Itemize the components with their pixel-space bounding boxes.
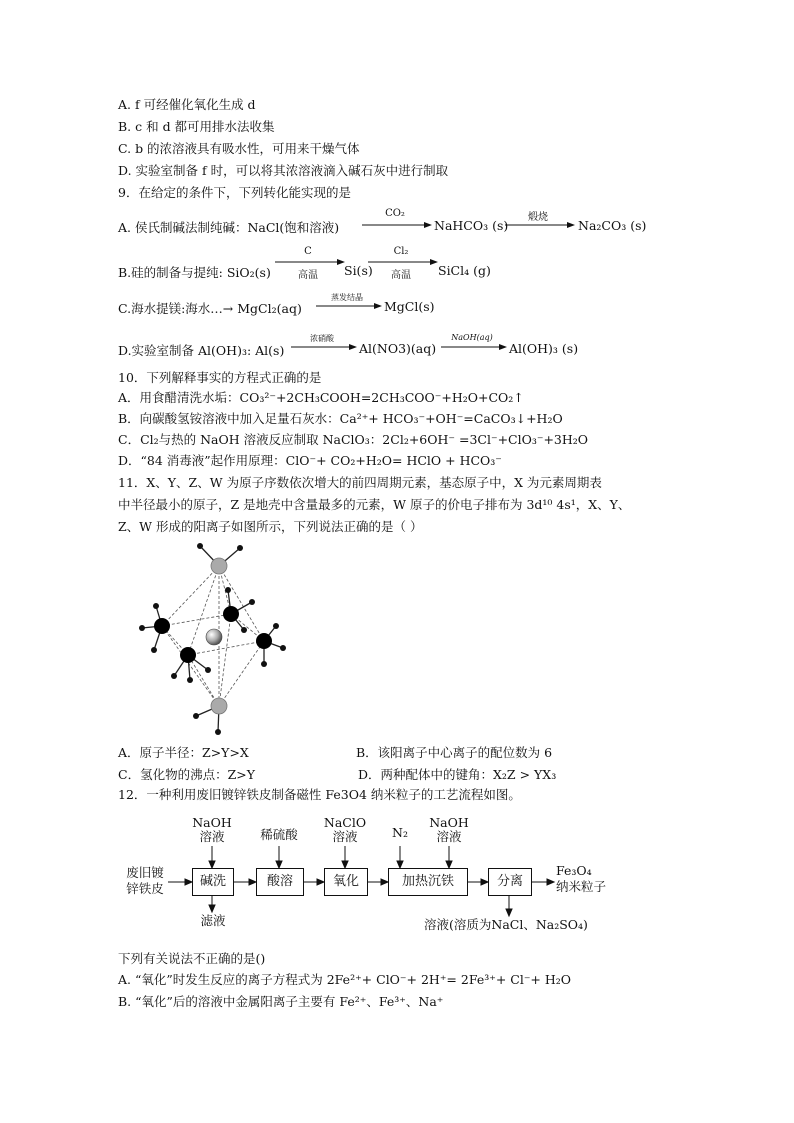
q9-b-arrow1-top: C xyxy=(304,246,312,257)
flow-product-label: 纳米粒子 xyxy=(556,879,607,894)
q9-a-arrow1-label: CO₂ xyxy=(385,208,405,219)
q9-c-arrow-label: 蒸发结晶 xyxy=(331,293,363,302)
q11-option-c: C．氢化物的沸点：Z>Y xyxy=(118,767,255,782)
flow-step-acid-dissolve: 酸溶 xyxy=(256,868,304,896)
q10-option-c: C．Cl₂与热的 NaOH 溶液反应制取 NaClO₃：2Cl₂+6OH⁻ =3Cl⁻+ClO₃⁻+3H₂O xyxy=(118,432,589,447)
q9-b-arrow2-bottom: 高温 xyxy=(391,270,411,281)
q10-option-d: D．“84 消毒液”起作用原理：ClO⁻+ CO₂+H₂O= HClO + HCO₃⁻ xyxy=(118,453,502,468)
reagent-naclo-formula: NaClO xyxy=(323,815,367,830)
q9-d-mid: Al(NO3)(aq) xyxy=(359,341,437,356)
q9-c-prefix: C.海水提镁:海水…→ MgCl₂(aq) xyxy=(118,301,302,316)
q11-stem-line2: 中半径最小的原子，Z 是地壳中含量最多的元素，W 原子的价电子排布为 3d¹⁰ 4s¹，X、Y、 xyxy=(118,497,631,512)
reagent-naoh-1-formula: NaOH xyxy=(192,815,232,830)
q9-c-end: MgCl(s) xyxy=(384,299,435,314)
q9-b-arrow2-top: Cl₂ xyxy=(393,246,409,257)
q9-stem: 9．在给定的条件下，下列转化能实现的是 xyxy=(118,185,351,200)
reagent-naoh-1-label: 溶液 xyxy=(199,829,225,844)
reagent-naoh-2-label: 溶液 xyxy=(436,829,462,844)
q9-a-mid: NaHCO₃ (s) xyxy=(434,218,509,233)
flow-step-heat-precipitate: 加热沉铁 xyxy=(388,868,468,896)
q9-b-arrow1-bottom: 高温 xyxy=(298,270,318,281)
q9-d-end: Al(OH)₃ (s) xyxy=(509,341,579,356)
q8-option-c: C. b 的浓溶液具有吸水性，可用来干燥气体 xyxy=(118,141,360,156)
q10-option-a: A．用食醋清洗水垢：CO₃²⁻+2CH₃COOH=2CH₃COO⁻+H₂O+CO₂↑ xyxy=(118,390,524,405)
q10-option-b: B．向碳酸氢铵溶液中加入足量石灰水：Ca²⁺+ HCO₃⁻+OH⁻=CaCO₃↓+H₂O xyxy=(118,411,563,426)
flow-output-filtrate: 滤液 xyxy=(200,913,226,928)
reagent-naclo-label: 溶液 xyxy=(332,829,358,844)
flow-step-alkali-wash: 碱洗 xyxy=(192,868,234,896)
q12-option-a: A. “氧化”时发生反应的离子方程式为 2Fe²⁺+ ClO⁻+ 2H⁺= 2Fe³⁺+ Cl⁻+ H₂O xyxy=(118,972,572,987)
q8-option-b: B. c 和 d 都可用排水法收集 xyxy=(118,119,275,134)
q9-a-prefix: A. 侯氏制碱法制纯碱：NaCl(饱和溶液) xyxy=(118,220,340,235)
q11-option-b: B．该阳离子中心离子的配位数为 6 xyxy=(356,745,553,760)
q11-option-d: D．两种配体中的键角：X₂Z > YX₃ xyxy=(358,767,557,782)
q9-d-arrow2-label: NaOH(aq) xyxy=(451,333,493,342)
q9-d-prefix: D.实验室制备 Al(OH)₃: Al(s) xyxy=(118,343,285,358)
q9-a-end: Na₂CO₃ (s) xyxy=(578,218,647,233)
q11-stem-line3: Z、W 形成的阳离子如图所示，下列说法正确的是（ ） xyxy=(118,519,423,534)
q8-option-d: D. 实验室制备 f 时，可以将其浓溶液滴入碱石灰中进行制取 xyxy=(118,163,449,178)
reagent-n2: N₂ xyxy=(392,825,408,840)
q12-option-b: B. “氧化”后的溶液中金属阳离子主要有 Fe²⁺、Fe³⁺、Na⁺ xyxy=(118,994,444,1009)
flow-step-separate: 分离 xyxy=(488,868,532,896)
flow-output-solution: 溶液(溶质为NaCl、Na₂SO₄) xyxy=(424,917,588,932)
q10-stem: 10．下列解释事实的方程式正确的是 xyxy=(118,370,322,385)
q9-d-arrow1-label: 浓硝酸 xyxy=(310,334,334,343)
flow-product-formula: Fe₃O₄ xyxy=(556,863,592,878)
q9-b-prefix: B.硅的制备与提纯: SiO₂(s) xyxy=(118,265,271,280)
q11-option-a: A．原子半径：Z>Y>X xyxy=(118,745,249,760)
flow-step-oxidation: 氧化 xyxy=(324,868,368,896)
q11-stem-line1: 11．X、Y、Z、W 为原子序数依次增大的前四周期元素，基态原子中，X 为元素周期表 xyxy=(118,475,602,490)
reagent-dilute-sulfuric-acid: 稀硫酸 xyxy=(260,827,298,842)
q9-a-arrow2-label: 煅烧 xyxy=(528,212,548,223)
q12-stem: 12．一种利用废旧镀锌铁皮制备磁性 Fe3O4 纳米粒子的工艺流程如图。 xyxy=(118,787,521,802)
flow-input-label-1: 废旧镀 xyxy=(126,865,164,880)
reagent-naoh-2-formula: NaOH xyxy=(429,815,469,830)
q9-b-mid: Si(s) xyxy=(344,263,373,278)
q8-option-a: A. f 可经催化氧化生成 d xyxy=(118,97,256,112)
q12-question: 下列有关说法不正确的是() xyxy=(118,951,266,966)
flow-input-label-2: 锌铁皮 xyxy=(126,881,164,896)
q9-b-end: SiCl₄ (g) xyxy=(438,263,491,278)
